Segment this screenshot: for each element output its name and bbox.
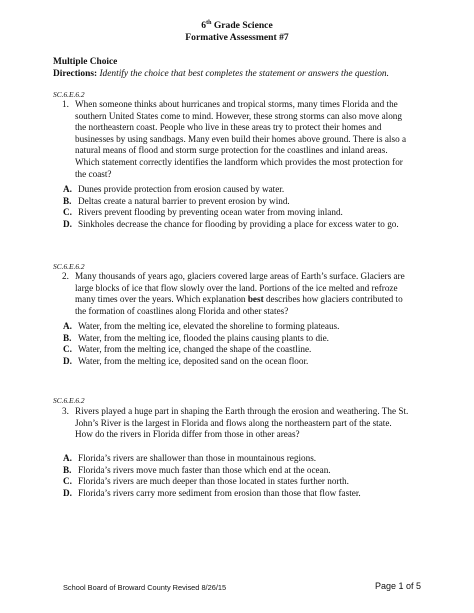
choice-letter: C. [63, 476, 72, 487]
question-2-line [75, 294, 430, 306]
question-2-choices [63, 321, 463, 367]
question-2-standard: SC.6.E.6.2 [53, 262, 85, 271]
question-1-line: When someone thinks about hurricanes and tropical storms, many times Florida and the [75, 99, 398, 109]
question-2-line-start: many times over the years. Which explanation [75, 294, 248, 305]
question-3-choices [63, 453, 463, 499]
choice-letter: A. [63, 453, 72, 463]
answer-choice-2c[interactable] [63, 344, 463, 356]
choice-letter: B. [63, 195, 72, 206]
choice-letter: C. [63, 344, 72, 355]
choice-text: Florida’s rivers are much deeper than those located in states further north. [78, 476, 349, 487]
directions-label: Directions: [53, 69, 98, 79]
question-1-line: southern United States come to mind. However, these strong storms can also move along [75, 110, 402, 121]
question-2-line: the formation of coastlines along Florida and other states? [75, 305, 289, 316]
choice-text: Florida’s rivers carry more sediment from erosion than those that flow faster. [78, 487, 361, 498]
title-grade [0, 17, 474, 32]
answer-choice-1c[interactable] [63, 207, 463, 219]
question-2-line: large blocks of ice that flow slowly over the land. Portions of the ice melted and refroze [75, 282, 398, 293]
question-1-standard: SC.6.E.6.2 [53, 90, 85, 99]
choice-text: Rivers prevent flooding by preventing ocean water from moving inland. [78, 207, 343, 218]
directions-text: Identify the choice that best completes the statement or answers the question. [99, 69, 389, 79]
question-2-line: Many thousands of years ago, glaciers covered large areas of Earth’s surface. Glaciers are [75, 271, 405, 281]
answer-choice-2b[interactable] [63, 333, 463, 345]
question-3-line: John’s River is the largest in Florida and flows along the northeastern part of the state. [75, 417, 392, 428]
choice-letter: A. [63, 321, 72, 331]
answer-choice-2a[interactable] [63, 321, 463, 333]
choice-letter: C. [63, 207, 72, 218]
choice-text: Sinkholes decrease the chance for flooding by providing a place for excess water to go. [78, 218, 399, 229]
answer-choice-3b[interactable] [63, 465, 463, 477]
choice-text: Florida’s rivers are shallower than those in mountainous regions. [78, 453, 317, 463]
question-1-choices [63, 184, 463, 230]
emphasis-best: best [247, 294, 264, 305]
answer-choice-3d[interactable] [63, 488, 463, 500]
question-1-line: the coast? [75, 168, 112, 179]
choice-letter: B. [63, 464, 72, 475]
choice-text: Deltas create a natural barrier to prevent erosion by wind. [78, 195, 290, 206]
question-3-number: 3. [62, 406, 69, 416]
question-3-line: How do the rivers in Florida differ from those in other areas? [75, 429, 300, 440]
answer-choice-1d[interactable] [63, 219, 463, 231]
answer-choice-1a[interactable] [63, 184, 463, 196]
question-1-line: natural means of flood and storm surge protection for the coastlines and inland areas. [75, 145, 388, 156]
directions [53, 69, 453, 79]
grade-subject: Grade Science [211, 20, 273, 32]
section-title: Multiple Choice [53, 57, 118, 67]
question-3-line: Rivers played a huge part in shaping the Earth through the erosion and weathering. The St. [75, 406, 409, 416]
choice-letter: D. [63, 218, 72, 229]
choice-letter: A. [63, 184, 72, 194]
answer-choice-2d[interactable] [63, 356, 463, 368]
question-2-number: 2. [62, 271, 69, 281]
answer-choice-3c[interactable] [63, 476, 463, 488]
choice-letter: D. [63, 355, 72, 366]
choice-text: Water, from the melting ice, changed the shape of the coastline. [78, 344, 312, 355]
choice-text: Water, from the melting ice, flooded the plains causing plants to die. [78, 332, 329, 343]
choice-text: Dunes provide protection from erosion caused by water. [78, 184, 285, 194]
choice-letter: D. [63, 487, 72, 498]
page-title [0, 17, 474, 44]
footer-page-number: Page 1 of 5 [374, 581, 421, 591]
assessment-subtitle: Formative Assessment #7 [185, 32, 289, 44]
question-3-text [75, 406, 430, 441]
question-3-standard: SC.6.E.6.2 [53, 396, 85, 405]
question-1-text [75, 99, 430, 180]
question-2-text [75, 271, 430, 317]
question-1-line: Which statement correctly identifies the landform which provides the most protection for [75, 156, 403, 167]
grade-superscript: th [206, 20, 212, 26]
question-1-number: 1. [62, 99, 69, 109]
question-1-line: businesses by using sandbags. Many even build their homes above ground. There is also a [75, 133, 407, 144]
choice-text: Florida’s rivers move much faster than those which end at the ocean. [78, 464, 331, 475]
choice-letter: B. [63, 332, 72, 343]
question-1-line: the northeastern coast. People who live in these areas try to protect their homes and [75, 122, 382, 133]
answer-choice-1b[interactable] [63, 196, 463, 208]
grade-number: 6 [201, 20, 207, 32]
question-2-line-end: describes how glaciers contributed to [263, 294, 403, 305]
choice-text: Water, from the melting ice, elevated the shoreline to forming plateaus. [78, 321, 340, 331]
choice-text: Water, from the melting ice, deposited sand on the ocean floor. [78, 355, 309, 366]
footer-revision: School Board of Broward County Revised 8/26/15 [63, 583, 227, 592]
answer-choice-3a[interactable] [63, 453, 463, 465]
